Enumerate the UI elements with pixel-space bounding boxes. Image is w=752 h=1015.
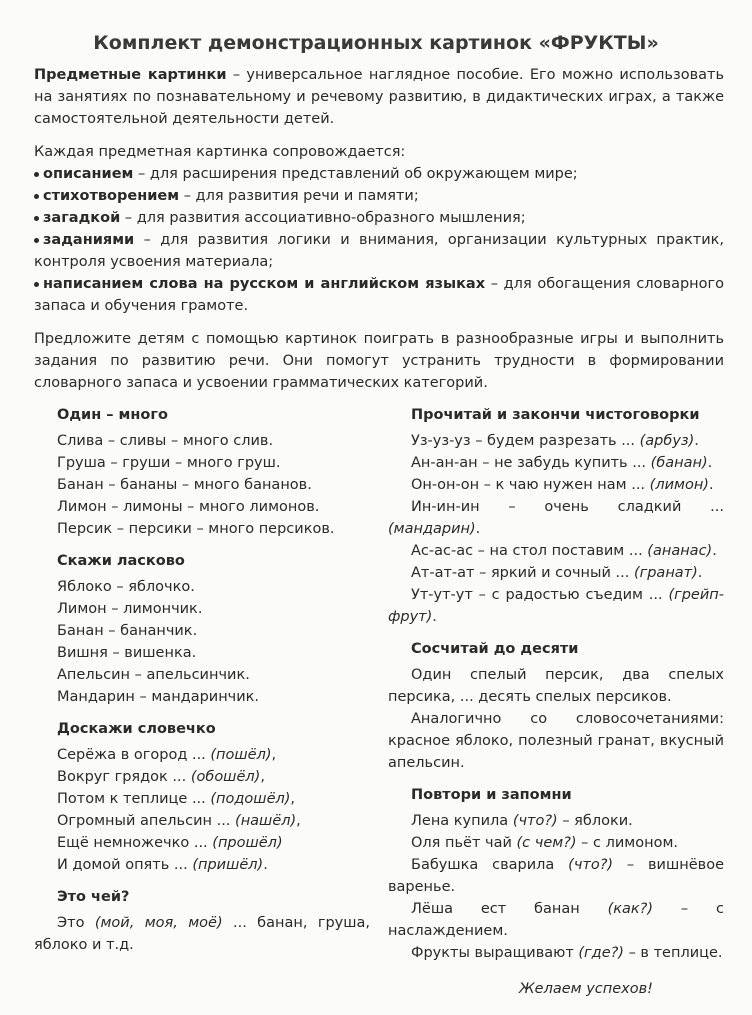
text-segment: Это — [57, 915, 95, 931]
text-segment: – для развития речи и памяти; — [179, 188, 419, 204]
text-segment: Ин-ин-ин – очень сладкий ... — [411, 499, 724, 515]
text-segment: Фрукты выращивают — [411, 945, 579, 961]
bullet-item — [34, 273, 724, 317]
exercise-line — [34, 664, 370, 686]
right-column — [388, 404, 724, 1015]
text-segment: Яблоко – яблочко. — [57, 579, 195, 595]
bold-term: стихотворением — [43, 188, 180, 204]
feature-list — [34, 163, 724, 317]
section-heading: Один – много — [57, 407, 168, 423]
text-segment: Ат-ат-ат – яркий и сочный ... — [411, 565, 634, 581]
exercise-line — [388, 430, 724, 452]
bold-term: описанием — [43, 166, 134, 182]
italic-answer: (нашёл) — [235, 813, 297, 829]
text-segment: Аналогично со словосочетаниями: красное яблоко, полезный гранат, вкусный апельсин. — [388, 711, 724, 771]
italic-answer: (ананас) — [647, 543, 713, 559]
suggestion-paragraph: Предложите детям с помощью картинок поиграть в разнообразные игры и выполнить задания по развитию речи. Они помогут устранить трудности в формировании словарного запаса и усвоении грамматических категорий. — [34, 331, 724, 391]
closing-wish: Желаем успехов! — [519, 981, 653, 997]
text-segment: – для развития логики и внимания, организации культурных практик, контроля усвоения материала; — [34, 232, 724, 270]
exercise-line — [388, 474, 724, 496]
page-title: Комплект демонстрационных картинок «ФРУКТЫ» — [93, 32, 659, 54]
exercise-line — [34, 744, 370, 766]
text-segment: И домой опять ... — [57, 857, 193, 873]
text-segment: Бабушка сварила — [411, 857, 569, 873]
exercise-line — [388, 898, 724, 942]
exercise-line — [388, 496, 724, 540]
exercise-line — [388, 540, 724, 562]
exercise-section — [34, 550, 370, 708]
list-intro: Каждая предметная картинка сопровождается: — [34, 144, 406, 160]
text-segment: . — [712, 543, 717, 559]
italic-answer: (гранат) — [633, 565, 698, 581]
italic-answer: (арбуз) — [639, 433, 695, 449]
exercise-section — [388, 638, 724, 774]
text-segment: ... банан, груша, яблоко и т.д. — [34, 915, 371, 953]
text-segment: Слива – сливы – много слив. — [57, 433, 274, 449]
italic-answer: (где?) — [578, 945, 624, 961]
exercise-line — [388, 584, 724, 628]
text-segment: – в теплице. — [623, 945, 723, 961]
exercise-line — [34, 766, 370, 788]
text-segment: – для расширения представлений об окружающем мире; — [133, 166, 578, 182]
text-segment: Огромный апельсин ... — [57, 813, 236, 829]
text-segment: Мандарин – мандаринчик. — [57, 689, 260, 705]
italic-answer: (пришёл) — [192, 857, 264, 873]
italic-answer: (банан) — [650, 455, 708, 471]
text-segment: . — [694, 433, 699, 449]
exercise-line — [388, 708, 724, 774]
text-segment: Уз-уз-уз – будем разрезать ... — [411, 433, 640, 449]
text-segment: Вокруг грядок ... — [57, 769, 191, 785]
bullet-icon — [34, 216, 39, 221]
text-segment: , — [296, 813, 301, 829]
text-segment: . — [475, 521, 481, 537]
text-segment: Один спелый персик, два спелых персика, ... десять спелых персиков. — [388, 667, 724, 705]
exercise-section — [34, 718, 370, 876]
section-heading: Сосчитай до десяти — [411, 641, 579, 657]
exercise-section — [388, 404, 724, 628]
bold-term: Предметные картинки — [34, 67, 227, 83]
exercise-line — [388, 854, 724, 898]
exercise-line — [388, 562, 724, 584]
exercise-line — [34, 810, 370, 832]
text-segment: Потом к теплице ... — [57, 791, 211, 807]
exercise-line — [34, 620, 370, 642]
exercise-line — [34, 912, 370, 956]
text-segment: Апельсин – апельсинчик. — [57, 667, 250, 683]
bullet-icon — [34, 282, 39, 287]
exercise-line — [34, 642, 370, 664]
text-segment: Ут-ут-ут – с радостью съедим ... — [411, 587, 669, 603]
text-segment: Он-он-он – к чаю нужен нам ... — [411, 477, 650, 493]
section-heading: Это чей? — [57, 889, 130, 905]
text-segment: Лена купила — [411, 813, 513, 829]
exercise-section — [34, 404, 370, 540]
italic-answer: (мандарин) — [388, 521, 476, 537]
italic-answer: (подошёл) — [210, 791, 291, 807]
text-segment: Банан – бананы – много бананов. — [57, 477, 312, 493]
italic-answer: (обошёл) — [190, 769, 261, 785]
section-heading: Повтори и запомни — [411, 787, 572, 803]
text-segment: – с лимоном. — [576, 835, 678, 851]
intro-block — [34, 64, 724, 394]
text-segment: , — [271, 747, 277, 763]
text-segment: Лимон – лимоны – много лимонов. — [57, 499, 320, 515]
left-column — [34, 404, 370, 966]
exercise-section — [388, 784, 724, 964]
exercise-line — [34, 430, 370, 452]
text-segment: . — [432, 609, 437, 625]
exercise-line — [34, 518, 370, 540]
exercise-line — [34, 452, 370, 474]
bullet-item — [34, 163, 724, 185]
exercise-line — [34, 832, 370, 854]
text-segment: – вишнёвое варенье. — [388, 857, 724, 895]
text-segment: Ещё немножечко ... — [57, 835, 213, 851]
text-segment: . — [707, 455, 713, 471]
text-segment: Вишня – вишенка. — [57, 645, 197, 661]
bullet-icon — [34, 172, 39, 177]
bullet-item — [34, 185, 724, 207]
text-segment: – универсальное наглядное пособие. Его можно использовать на занятиях по познавательному и речевому развитию, в дидактических играх, а также самостоятельной деятельности детей. — [34, 67, 724, 127]
bullet-icon — [34, 194, 39, 199]
italic-answer: (прошёл) — [212, 835, 283, 851]
exercise-line — [34, 686, 370, 708]
exercise-line — [34, 576, 370, 598]
section-heading: Доскажи словечко — [57, 721, 216, 737]
bold-term: загадкой — [43, 210, 121, 226]
text-segment: , — [260, 769, 265, 785]
text-segment: – для развития ассоциативно-образного мышления; — [120, 210, 526, 226]
italic-answer: (с чем?) — [516, 835, 577, 851]
exercise-line — [388, 664, 724, 708]
exercise-line — [34, 598, 370, 620]
bullet-item — [34, 207, 724, 229]
exercise-line — [388, 810, 724, 832]
italic-answer: (как?) — [607, 901, 654, 917]
italic-answer: (пошёл) — [210, 747, 272, 763]
exercise-line — [34, 788, 370, 810]
text-segment: , — [290, 791, 296, 807]
exercise-line — [34, 854, 370, 876]
text-segment: – с наслаждением. — [388, 901, 724, 939]
bold-term: написанием слова на русском и английском языках — [43, 276, 486, 292]
bold-term: заданиями — [43, 232, 135, 248]
text-segment: Банан – бананчик. — [57, 623, 198, 639]
exercise-line — [388, 452, 724, 474]
text-segment: . — [697, 565, 703, 581]
italic-answer: (что?) — [568, 857, 614, 873]
text-segment: Ан-ан-ан – не забудь купить ... — [411, 455, 651, 471]
exercise-line — [34, 474, 370, 496]
bullet-icon — [34, 238, 39, 243]
exercise-line — [34, 496, 370, 518]
text-segment: Персик – персики – много персиков. — [57, 521, 335, 537]
bullet-item — [34, 229, 724, 273]
italic-answer: (грейп-фрут) — [388, 587, 724, 625]
text-segment: Лёша ест банан — [411, 901, 608, 917]
text-segment: Ас-ас-ас – на стол поставим ... — [411, 543, 648, 559]
exercise-line — [388, 942, 724, 964]
text-segment: . — [263, 857, 268, 873]
italic-answer: (мой, моя, моё) — [94, 915, 223, 931]
text-segment: Лимон – лимончик. — [57, 601, 203, 617]
text-segment: Оля пьёт чай — [411, 835, 517, 851]
text-segment: – для обогащения словарного запаса и обучения грамоте. — [34, 276, 724, 314]
text-segment: – яблоки. — [557, 813, 633, 829]
italic-answer: (лимон) — [649, 477, 709, 493]
exercise-line — [388, 832, 724, 854]
italic-answer: (что?) — [512, 813, 558, 829]
intro-paragraph — [34, 64, 724, 130]
text-segment: Груша – груши – много груш. — [57, 455, 281, 471]
exercise-section — [34, 886, 370, 956]
section-heading: Прочитай и закончи чистоговорки — [411, 407, 700, 423]
text-segment: . — [708, 477, 714, 493]
text-segment: Серёжа в огород ... — [57, 747, 211, 763]
section-heading: Скажи ласково — [57, 553, 185, 569]
